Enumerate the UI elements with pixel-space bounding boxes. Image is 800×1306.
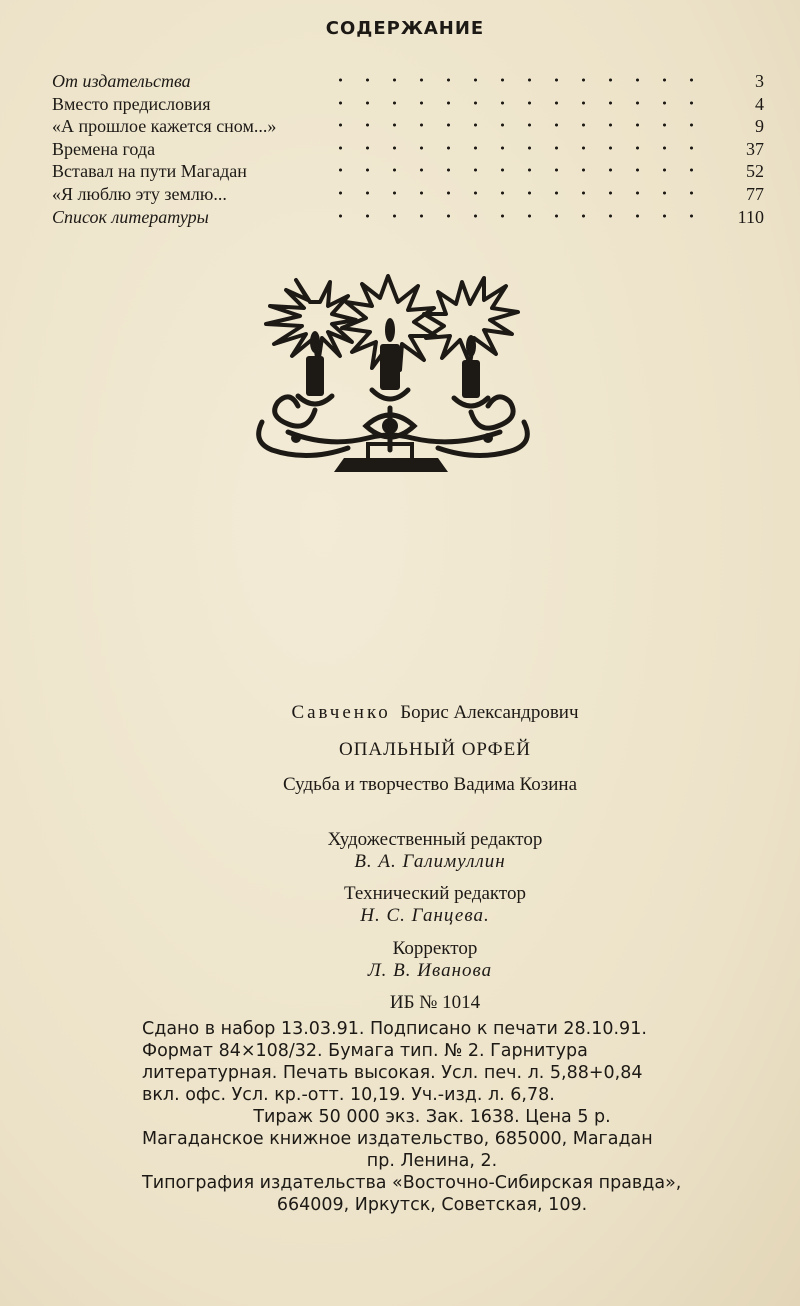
table-of-contents bbox=[52, 70, 764, 228]
toc-item bbox=[52, 206, 764, 229]
toc-leader-dots bbox=[327, 168, 702, 172]
toc-leader-dots bbox=[327, 214, 702, 218]
author-surname: Савченко bbox=[291, 702, 391, 723]
toc-item bbox=[52, 160, 764, 183]
author-line bbox=[0, 702, 800, 724]
toc-leader-dots bbox=[327, 123, 702, 127]
imprint-line: 664009, Иркутск, Советская, 109. bbox=[276, 1195, 588, 1215]
credit-name: Н. С. Ганцева. bbox=[360, 905, 490, 926]
ib-number: ИБ № 1014 bbox=[389, 992, 481, 1013]
author-name: Борис Александрович bbox=[400, 702, 579, 723]
imprint-line: Сдано в набор 13.03.91. Подписано к печати 28.10.91. bbox=[142, 1019, 647, 1039]
imprint-block bbox=[142, 1018, 722, 1216]
imprint-line: пр. Ленина, 2. bbox=[366, 1151, 498, 1171]
toc-leader-dots bbox=[327, 78, 702, 82]
toc-leader-dots bbox=[327, 146, 702, 150]
book-subtitle: Судьба и творчество Вадима Козина bbox=[282, 774, 578, 795]
imprint-line: Тираж 50 000 экз. Зак. 1638. Цена 5 р. bbox=[253, 1107, 611, 1127]
toc-item bbox=[52, 93, 764, 116]
credit-role: Технический редактор bbox=[344, 883, 526, 904]
credit-name: В. А. Галимуллин bbox=[354, 851, 506, 872]
imprint-line: вкл. офс. Усл. кр.-отт. 10,19. Уч.-изд. л. 6,78. bbox=[142, 1085, 555, 1105]
toc-item-page: 9 bbox=[755, 116, 764, 137]
toc-item bbox=[52, 138, 764, 161]
toc-leader-dots bbox=[327, 101, 702, 105]
toc-item-page: 37 bbox=[746, 138, 764, 159]
toc-item-page: 4 bbox=[755, 93, 764, 114]
toc-item-label: От издательства bbox=[52, 71, 191, 91]
toc-leader-dots bbox=[327, 191, 702, 195]
imprint-line: литературная. Печать высокая. Усл. печ. л. 5,88+0,84 bbox=[142, 1063, 643, 1083]
credit-role: Корректор bbox=[392, 938, 478, 959]
toc-title: СОДЕРЖАНИЕ bbox=[325, 18, 485, 39]
toc-item-label: «А прошлое кажется сном...» bbox=[52, 116, 277, 137]
toc-item-page: 3 bbox=[755, 71, 764, 91]
credit-role: Художественный редактор bbox=[327, 829, 543, 850]
toc-item-label: Список литературы bbox=[52, 206, 209, 227]
toc-item-page: 52 bbox=[746, 161, 764, 182]
toc-item-label: «Я люблю эту землю... bbox=[52, 183, 227, 204]
toc-item-page: 110 bbox=[737, 206, 764, 227]
toc-item bbox=[52, 70, 764, 93]
imprint-line: Формат 84×108/32. Бумага тип. № 2. Гарнитура bbox=[142, 1041, 588, 1061]
toc-item bbox=[52, 183, 764, 206]
book-title: ОПАЛЬНЫЙ ОРФЕЙ bbox=[338, 739, 532, 760]
imprint-line: Магаданское книжное издательство, 685000, Магадан bbox=[142, 1129, 653, 1149]
toc-item-label: Вместо предисловия bbox=[52, 93, 211, 114]
credit-name: Л. В. Иванова bbox=[367, 960, 493, 981]
toc-item bbox=[52, 115, 764, 138]
toc-item-page: 77 bbox=[746, 183, 764, 204]
candelabra-icon bbox=[248, 272, 534, 484]
toc-item-label: Вставал на пути Магадан bbox=[52, 161, 247, 182]
imprint-line: Типография издательства «Восточно-Сибирская правда», bbox=[142, 1173, 682, 1193]
toc-item-label: Времена года bbox=[52, 138, 156, 159]
